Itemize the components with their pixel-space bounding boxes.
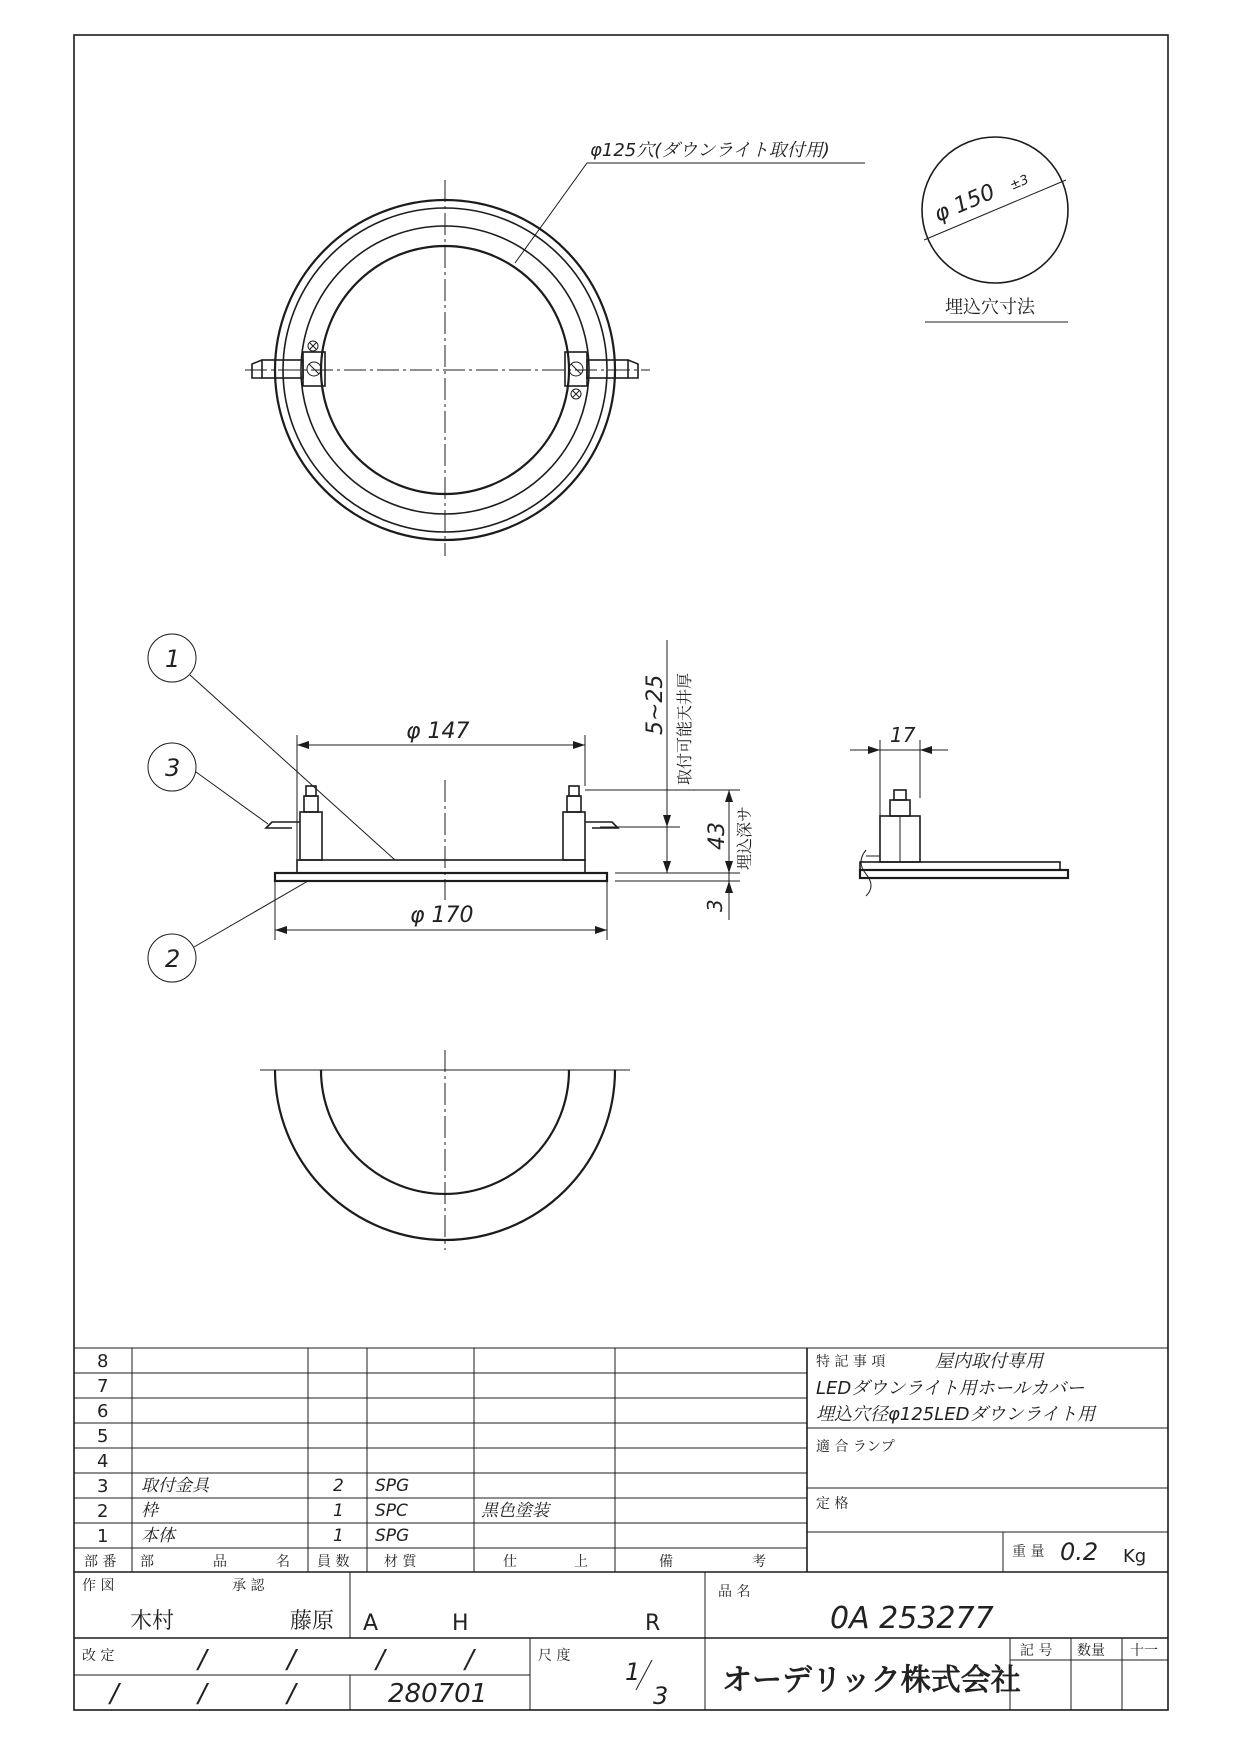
revision-slash-1: / [198, 1645, 207, 1675]
scale-denominator: 3 [653, 1682, 669, 1710]
revision-date: 280701 [388, 1679, 488, 1709]
revision-slash-3: / [376, 1645, 385, 1675]
header-no: 部 番 [84, 1554, 117, 1570]
half-view [260, 1050, 630, 1250]
dim-depth-caption: 埋込深サ [735, 805, 754, 870]
part-no-5: 5 [97, 1426, 109, 1447]
bottom-slash-2: / [198, 1679, 207, 1709]
cutout-detail [922, 137, 1068, 322]
grade-r: R [645, 1611, 661, 1636]
product-number: 0A 253277 [830, 1601, 994, 1636]
grade-a: A [363, 1611, 379, 1636]
part-no-7: 7 [97, 1376, 109, 1397]
revision-slash-2: / [287, 1645, 296, 1675]
dim-ceiling-range: 5~25 [643, 674, 668, 735]
part-name-1: 本体 [141, 1526, 175, 1546]
header-note-1: 備 [659, 1554, 673, 1570]
part-qty-3: 2 [333, 1476, 344, 1496]
cutout-diameter: φ 150 [930, 179, 999, 228]
header-name-3: 名 [276, 1554, 290, 1570]
revision-slash-4: / [465, 1645, 474, 1675]
end-view [850, 723, 1068, 896]
part-finish-2: 黒色塗装 [481, 1501, 549, 1521]
callout-1: 1 [165, 645, 181, 673]
dim-depth: 43 [705, 822, 730, 850]
weight-unit: Kg [1123, 1546, 1147, 1567]
part-no-8: 8 [97, 1351, 109, 1372]
cutout-caption: 埋込穴寸法 [945, 297, 1035, 318]
dim-thickness: 3 [703, 899, 727, 912]
company-name: オーデリック株式会社 [722, 1663, 1021, 1698]
header-finish-1: 仕 [503, 1554, 517, 1570]
grade-h: H [452, 1611, 469, 1636]
weight-value: 0.2 [1060, 1538, 1099, 1566]
header-name-1: 部 [140, 1554, 154, 1570]
side-view [148, 634, 754, 982]
part-qty-2: 1 [333, 1501, 344, 1521]
drawn-label: 作 図 [82, 1578, 115, 1594]
hole-note: φ125穴(ダウンライト取付用) [590, 140, 830, 161]
part-no-3: 3 [97, 1476, 109, 1497]
special-note-2: LEDダウンライト用ホールカバー [816, 1378, 1085, 1399]
scale-label: 尺 度 [538, 1648, 571, 1664]
quantity-label: 数量 [1077, 1643, 1105, 1659]
dim-width: 17 [890, 723, 916, 747]
dim-ceiling-caption: 取付可能天井厚 [675, 672, 694, 785]
header-name-2: 品 [213, 1554, 227, 1570]
part-name-3: 取付金具 [141, 1476, 209, 1496]
header-qty: 員 数 [317, 1554, 350, 1570]
title-block [74, 1572, 1168, 1710]
dim-outer-diameter: φ 170 [410, 903, 474, 928]
callout-3: 3 [165, 754, 181, 782]
symbol-label: 記 号 [1020, 1643, 1053, 1659]
header-material: 材 質 [384, 1554, 417, 1570]
last-label: 十一 [1130, 1643, 1158, 1659]
approved-label: 承 認 [232, 1578, 265, 1594]
part-material-3: SPG [375, 1476, 410, 1496]
top-bracket-left [252, 341, 325, 386]
part-material-2: SPC [375, 1501, 408, 1521]
product-label: 品 名 [718, 1584, 751, 1600]
lamp-label: 適 合 ランプ [816, 1439, 895, 1455]
callout-2: 2 [165, 945, 181, 973]
part-qty-1: 1 [333, 1526, 344, 1546]
header-finish-2: 上 [574, 1554, 588, 1570]
top-bracket-right [565, 352, 638, 399]
special-notes-label: 特 記 事 項 [816, 1354, 886, 1370]
part-no-1: 1 [97, 1526, 109, 1547]
drawn-by: 木村 [130, 1609, 175, 1634]
cutout-tolerance: ±3 [1007, 172, 1032, 194]
special-note-3: 埋込穴径φ125LEDダウンライト用 [816, 1404, 1095, 1425]
part-material-1: SPG [375, 1526, 410, 1546]
part-no-4: 4 [97, 1451, 109, 1472]
top-view [245, 140, 865, 556]
weight-label: 重 量 [1012, 1544, 1045, 1560]
approved-by: 藤原 [290, 1609, 335, 1634]
notes-panel [807, 1351, 1168, 1572]
part-name-2: 枠 [141, 1501, 158, 1521]
part-no-6: 6 [97, 1401, 109, 1422]
rating-label: 定 格 [816, 1496, 849, 1512]
scale-numerator: 1 [625, 1658, 641, 1686]
part-no-2: 2 [97, 1501, 109, 1522]
revision-label: 改 定 [82, 1648, 115, 1664]
bottom-slash-3: / [287, 1679, 296, 1709]
dim-inner-diameter: φ 147 [406, 719, 470, 744]
header-note-2: 考 [752, 1554, 766, 1570]
bottom-slash-1: / [110, 1679, 119, 1709]
special-note-1: 屋内取付専用 [935, 1351, 1043, 1372]
